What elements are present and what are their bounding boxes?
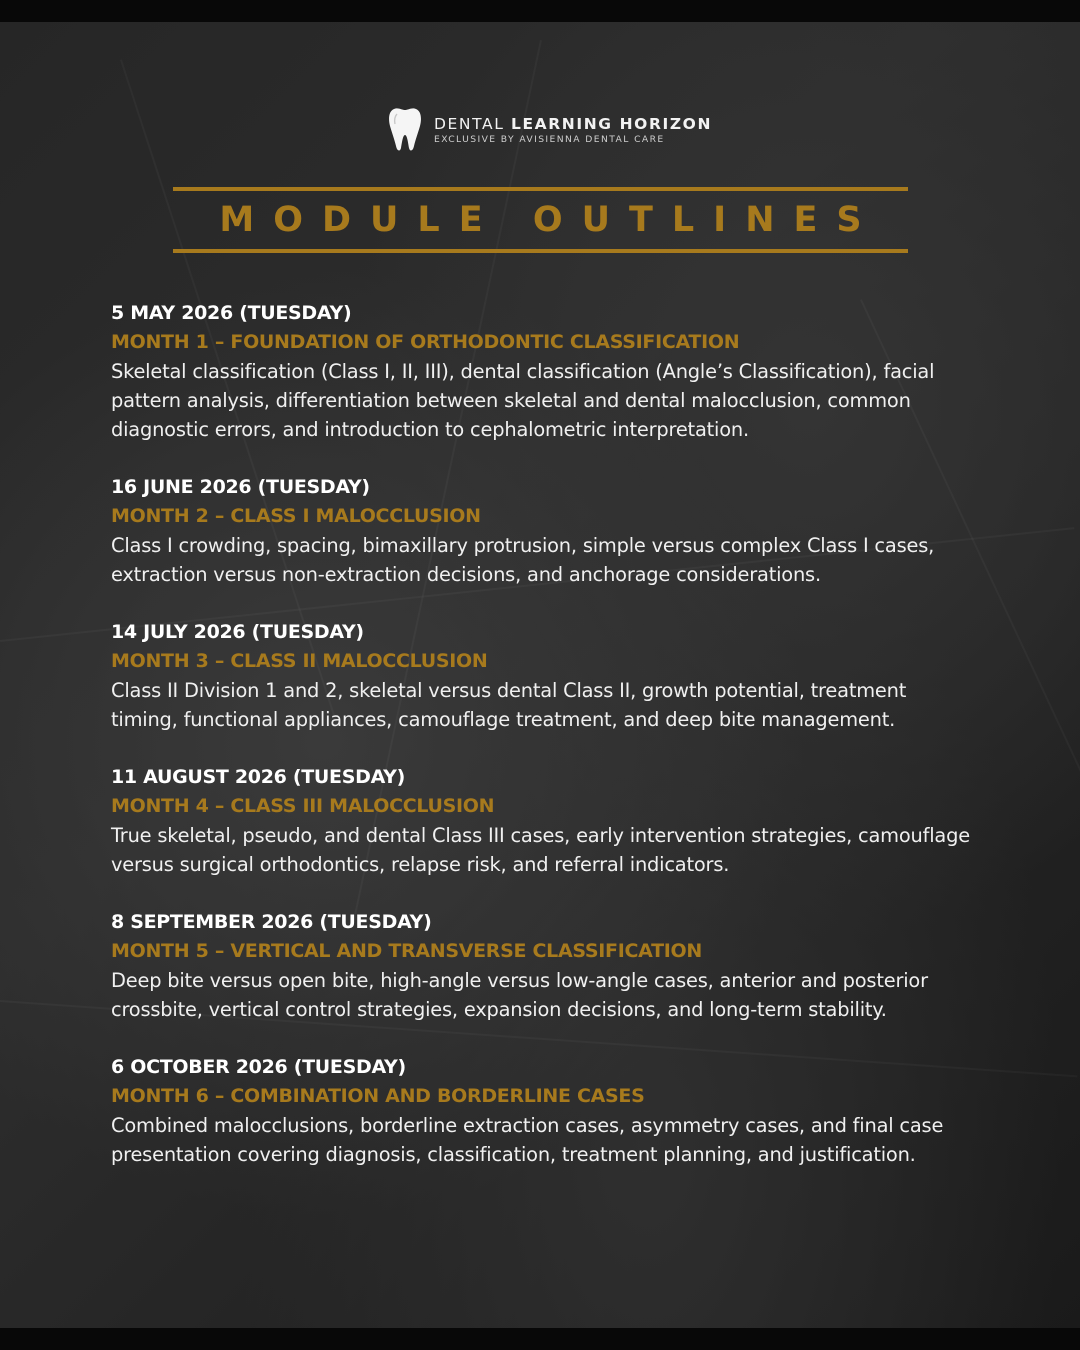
page-title: MODULE OUTLINES [219,200,881,240]
module-item [111,763,971,879]
torn-paper-edge-bottom [0,1328,1080,1350]
module-date: 6 OCTOBER 2026 (TUESDAY) [111,1056,406,1078]
module-description: Class II Division 1 and 2, skeletal versus dental Class II, growth potential, treatment timing, functional appliances, camouflage treatment, and deep bite management. [111,679,907,731]
module-date: 11 AUGUST 2026 (TUESDAY) [111,766,406,788]
brand-name-bold: LEARNING HORIZON [510,114,713,133]
module-item [111,473,971,589]
brand-tagline: EXCLUSIVE BY AVISIENNA DENTAL CARE [434,133,665,145]
brand-name-regular: DENTAL [434,114,505,133]
module-title: MONTH 1 – FOUNDATION OF ORTHODONTIC CLASSIFICATION [111,331,740,353]
module-item [111,299,971,444]
module-list [111,299,971,1198]
module-date: 16 JUNE 2026 (TUESDAY) [111,476,370,498]
module-item [111,908,971,1024]
module-description: Combined malocclusions, borderline extraction cases, asymmetry cases, and final case presentation covering diagnosis, classification, treatment planning, and justification. [111,1114,944,1166]
module-date: 8 SEPTEMBER 2026 (TUESDAY) [111,911,432,933]
module-title: MONTH 5 – VERTICAL AND TRANSVERSE CLASSIFICATION [111,940,702,962]
module-item [111,618,971,734]
module-title: MONTH 4 – CLASS III MALOCCLUSION [111,795,495,817]
module-description: True skeletal, pseudo, and dental Class III cases, early intervention strategies, camouflage versus surgical orthodontics, relapse risk, and referral indicators. [111,824,970,876]
tooth-icon [388,106,422,154]
module-item [111,1053,971,1169]
module-description: Deep bite versus open bite, high-angle versus low-angle cases, anterior and posterior crossbite, vertical control strategies, expansion decisions, and long-term stability. [111,969,928,1021]
heading-rule-top [173,187,908,191]
module-date: 5 MAY 2026 (TUESDAY) [111,302,352,324]
heading-rule-bottom [173,249,908,253]
module-date: 14 JULY 2026 (TUESDAY) [111,621,364,643]
brand-name [434,115,712,134]
torn-paper-edge-top [0,0,1080,22]
module-description: Skeletal classification (Class I, II, III), dental classification (Angle’s Classification), facial pattern analysis, differentiation between skeletal and dental malocclusion, common diagnostic errors, and introduction to cephalometric interpretation. [111,360,935,441]
module-description: Class I crowding, spacing, bimaxillary protrusion, simple versus complex Class I cases, extraction versus non-extraction decisions, and anchorage considerations. [111,534,935,586]
module-title: MONTH 3 – CLASS II MALOCCLUSION [111,650,488,672]
module-title: MONTH 6 – COMBINATION AND BORDERLINE CASES [111,1085,645,1107]
brand-logo [388,106,712,154]
brand-text [434,115,712,146]
module-title: MONTH 2 – CLASS I MALOCCLUSION [111,505,481,527]
